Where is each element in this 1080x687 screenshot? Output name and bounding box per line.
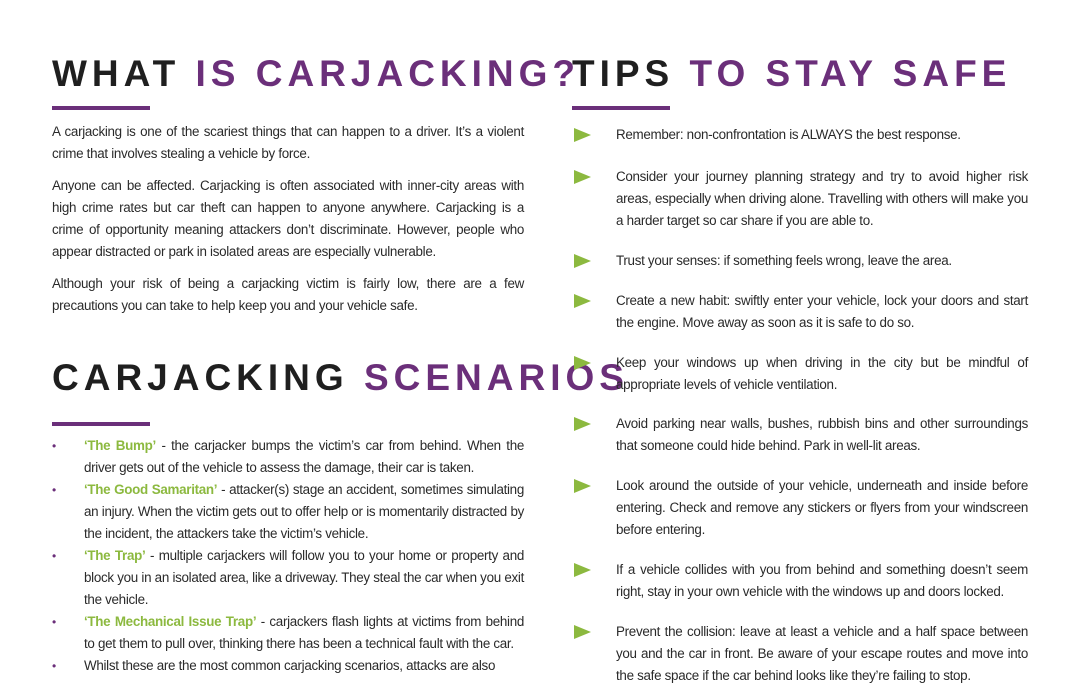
heading-underline	[572, 106, 670, 110]
scenario-text: - attacker(s) stage an accident, sometimes simulating an injury. When the victim gets out to offer help or is momentarily distracted by the incident, the attackers take the victim’s vehicle.	[84, 482, 524, 541]
list-item	[572, 124, 1028, 146]
list-item	[572, 290, 1028, 334]
arrow-bullet-icon	[574, 563, 591, 577]
what-paragraph-3: Although your risk of being a carjacking victim is fairly low, there are a few precautions you can take to help keep you and your vehicle safe.	[52, 276, 524, 313]
tip-text: Avoid parking near walls, bushes, rubbish bins and other surroundings that someone could hide behind. Park in well-lit areas.	[616, 416, 1028, 453]
list-item	[572, 475, 1028, 541]
right-column	[572, 0, 1030, 683]
tip-text: Keep your windows up when driving in the city but be mindful of appropriate levels of vehicle ventilation.	[616, 355, 1028, 392]
scenario-term: ‘The Mechanical Issue Trap’	[84, 614, 257, 629]
heading-accent-part: SCENARIOS	[363, 357, 629, 398]
tip-text: Consider your journey planning strategy and try to avoid higher risk areas, especially when driving alone. Travelling with others will make you a harder target so car share if you are able to.	[616, 169, 1028, 228]
bullet-icon: •	[52, 659, 56, 673]
scenario-term: ‘The Trap’	[84, 548, 146, 563]
arrow-bullet-icon	[574, 294, 591, 308]
tip-text: Prevent the collision: leave at least a vehicle and a half space between you and the car in front. Be aware of your escape routes and move into the safe space if the car behind looks like they’re failing to stop.	[616, 624, 1028, 683]
heading-dark-part: WHAT	[52, 53, 181, 94]
tip-text: Look around the outside of your vehicle, underneath and inside before entering. Check and remove any stickers or flyers from your windscreen before entering.	[616, 478, 1028, 537]
tip-text: Create a new habit: swiftly enter your vehicle, lock your doors and start the engine. Move away as soon as it is safe to do so.	[616, 293, 1028, 330]
scenarios-list	[52, 435, 524, 677]
arrow-bullet-icon	[574, 625, 591, 639]
list-item	[572, 166, 1028, 232]
scenario-text: - multiple carjackers will follow you to your home or property and block you in an isolated area, like a driveway. They steal the car when you exit the vehicle.	[84, 548, 524, 607]
list-item	[52, 655, 524, 677]
arrow-bullet-icon	[574, 254, 591, 268]
bullet-icon: •	[52, 549, 56, 563]
scenario-text: - the carjacker bumps the victim’s car from behind. When the driver gets out of the vehicle to assess the damage, their car is taken.	[84, 438, 524, 475]
heading-dark-part: CARJACKING	[52, 357, 349, 398]
heading-underline	[52, 106, 150, 110]
list-item	[572, 250, 1028, 272]
heading-accent-part: TO STAY SAFE	[689, 53, 1012, 94]
heading-dark-part: TIPS	[572, 53, 675, 94]
arrow-bullet-icon	[574, 128, 591, 142]
tip-text: Remember: non-confrontation is ALWAYS the best response.	[616, 127, 961, 142]
list-item	[52, 545, 524, 611]
arrow-bullet-icon	[574, 356, 591, 370]
tip-text: If a vehicle collides with you from behind and something doesn’t seem right, stay in your own vehicle with the windows up and doors locked.	[616, 562, 1028, 599]
arrow-bullet-icon	[574, 417, 591, 431]
what-paragraphs	[52, 121, 524, 317]
heading-accent-part: IS CARJACKING?	[195, 53, 581, 94]
what-paragraph-2: Anyone can be affected. Carjacking is often associated with inner-city areas with high crime rates but car theft can happen to anyone anywhere. Carjacking is a crime of opportunity meaning attackers don’t discriminate. However, people who appear distracted or park in isolated areas are especially vulnerable.	[52, 178, 524, 259]
scenario-text: - carjackers flash lights at victims from behind to get them to pull over, thinking there has been a technical fault with the car.	[84, 614, 524, 651]
arrow-bullet-icon	[574, 170, 591, 184]
scenario-text: Whilst these are the most common carjacking scenarios, attacks are also	[84, 658, 496, 673]
scenario-term: ‘The Bump’	[84, 438, 156, 453]
list-item	[572, 559, 1028, 603]
arrow-bullet-icon	[574, 479, 591, 493]
scenario-term: ‘The Good Samaritan’	[84, 482, 218, 497]
list-item	[572, 352, 1028, 396]
tip-text: Trust your senses: if something feels wrong, leave the area.	[616, 253, 952, 268]
bullet-icon: •	[52, 483, 56, 497]
what-is-carjacking-heading	[52, 52, 581, 96]
list-item	[572, 413, 1028, 457]
list-item	[572, 621, 1028, 687]
tips-heading	[572, 52, 1030, 96]
heading-underline	[52, 422, 150, 426]
what-paragraph-1: A carjacking is one of the scariest things that can happen to a driver. It’s a violent crime that involves stealing a vehicle by force.	[52, 124, 524, 161]
bullet-icon: •	[52, 439, 56, 453]
list-item	[52, 479, 524, 545]
carjacking-scenarios-heading	[52, 356, 629, 400]
bullet-icon: •	[52, 615, 56, 629]
list-item	[52, 611, 524, 655]
list-item	[52, 435, 524, 479]
